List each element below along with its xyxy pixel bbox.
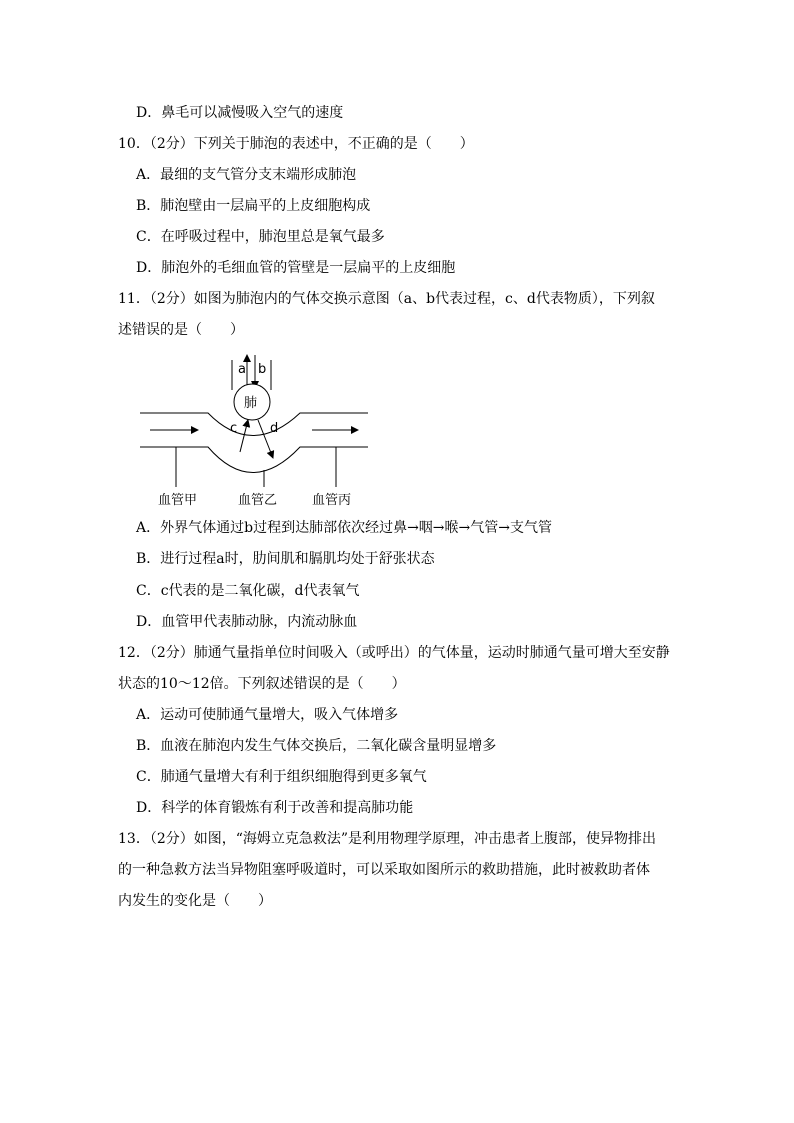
q13-stem-line3: 内发生的变化是（ ） [118, 893, 272, 909]
label-vessel-yi: 血管乙 [238, 493, 278, 508]
q11-option-b: B．进行过程a时，肋间肌和膈肌均处于舒张状态 [136, 551, 435, 567]
q12-option-b: B．血液在肺泡内发生气体交换后，二氧化碳含量明显增多 [136, 738, 497, 754]
q10-option-c: C．在呼吸过程中，肺泡里总是氧气最多 [136, 229, 385, 245]
q12-option-c: C．肺通气量增大有利于组织细胞得到更多氧气 [136, 769, 427, 785]
q11-option-c: C．c代表的是二氧化碳，d代表氧气 [136, 583, 360, 599]
q10-stem: 10．（2分）下列关于肺泡的表述中，不正确的是（ ） [118, 136, 474, 152]
arrow-c [240, 420, 248, 452]
q10-option-d: D．肺泡外的毛细血管的管壁是一层扁平的上皮细胞 [136, 260, 456, 276]
q12-stem-line2: 状态的10～12倍。下列叙述错误的是（ ） [118, 676, 406, 692]
label-c: c [230, 421, 238, 436]
alveolus-gas-exchange-diagram [140, 348, 380, 513]
q13-stem-line2: 的一种急救方法当异物阻塞呼吸道时，可以采取如图所示的救助措施，此时被救助者体 [118, 862, 650, 878]
q11-option-d: D．血管甲代表肺动脉，内流动脉血 [136, 614, 358, 630]
q12-option-a: A．运动可使肺通气量增大，吸入气体增多 [136, 707, 399, 723]
label-d: d [270, 421, 279, 436]
label-vessel-jia: 血管甲 [158, 493, 198, 508]
q10-option-a: A．最细的支气管分支末端形成肺泡 [136, 167, 357, 183]
q9-option-d: D．鼻毛可以减慢吸入空气的速度 [136, 105, 344, 121]
vessel-lower-wall [140, 447, 368, 473]
q12-stem-line1: 12．（2分）肺通气量指单位时间吸入（或呼出）的气体量，运动时肺通气量可增大至安静 [118, 645, 670, 661]
q10-option-b: B．肺泡壁由一层扁平的上皮细胞构成 [136, 198, 371, 214]
label-vessel-bing: 血管丙 [312, 493, 352, 508]
q11-stem-line2: 述错误的是（ ） [118, 322, 244, 338]
q11-stem-line1: 11．（2分）如图为肺泡内的气体交换示意图（a、b代表过程，c、d代表物质），下列叙 [118, 291, 655, 307]
q12-option-d: D．科学的体育锻炼有利于改善和提高肺功能 [136, 800, 414, 816]
q13-stem-line1: 13．（2分）如图，“海姆立克急救法”是利用物理学原理，冲击患者上腹部，使异物排出 [118, 831, 657, 847]
label-a: a [238, 362, 246, 377]
label-b: b [258, 362, 267, 377]
q11-option-a: A．外界气体通过b过程到达肺部依次经过鼻→咽→喉→气管→支气管 [136, 520, 552, 536]
label-lung: 肺 [244, 396, 258, 411]
